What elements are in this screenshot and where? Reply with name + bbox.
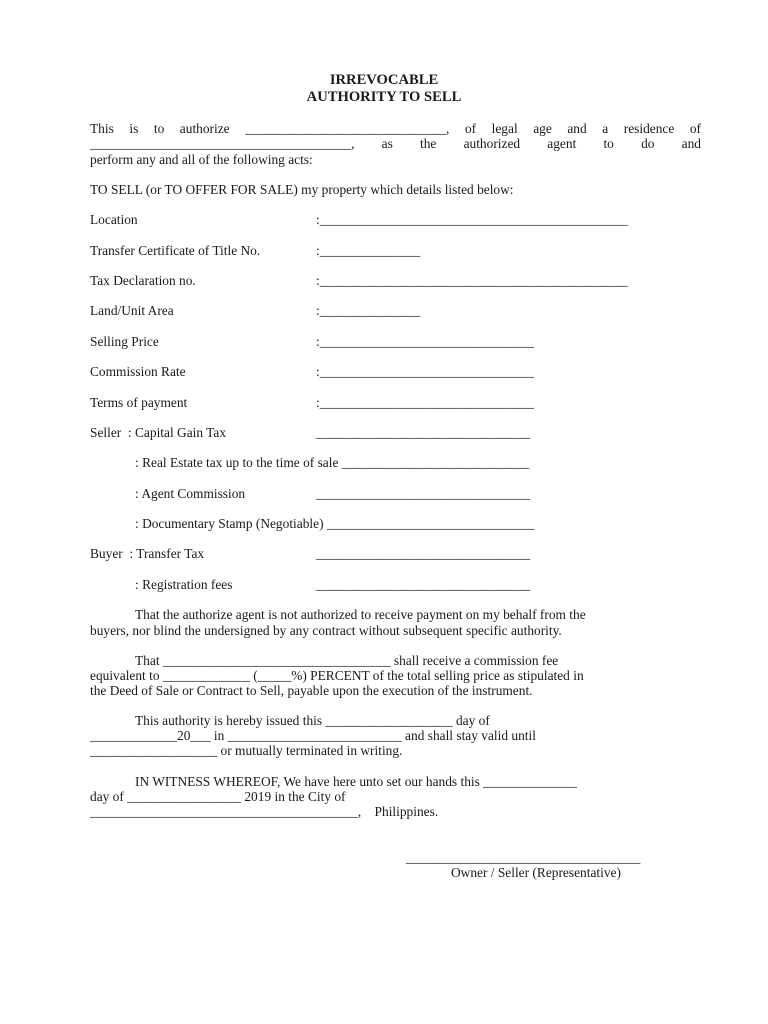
intro-line-1: This is to authorize ______________________________, of legal age and a residence of bbox=[90, 121, 701, 136]
field-value-location: :______________________________________________ bbox=[316, 212, 628, 227]
document-title-line2: AUTHORITY TO SELL bbox=[306, 89, 462, 105]
seller-capital-gain-value: ________________________________ bbox=[316, 425, 531, 440]
authority-paragraph-line-1: This authority is hereby issued this ___________________ day of bbox=[135, 713, 490, 728]
field-value-commission-rate: :________________________________ bbox=[316, 364, 534, 379]
agent-paragraph-line-2: buyers, nor blind the undersigned by any contract without subsequent specific authority. bbox=[90, 623, 562, 638]
seller-capital-gain-label: Seller : Capital Gain Tax bbox=[90, 425, 227, 440]
witness-paragraph-line-3: ________________________________________, Philippines. bbox=[90, 804, 439, 819]
buyer-transfer-tax-value: ________________________________ bbox=[316, 546, 531, 561]
seller-agent-commission-value: ________________________________ bbox=[316, 486, 531, 501]
signature-line: ___________________________________ bbox=[406, 850, 641, 865]
seller-documentary-stamp: : Documentary Stamp (Negotiable) _______________________________ bbox=[135, 516, 535, 531]
agent-paragraph-line-1: That the authorize agent is not authorized to receive payment on my behalf from the bbox=[135, 607, 586, 622]
witness-paragraph-line-1: IN WITNESS WHEREOF, We have here unto set our hands this ______________ bbox=[135, 774, 577, 789]
buyer-registration-fees-label: : Registration fees bbox=[135, 577, 233, 592]
field-label-land-area: Land/Unit Area bbox=[90, 303, 174, 318]
seller-real-estate-tax: : Real Estate tax up to the time of sale ____________________________ bbox=[135, 455, 530, 470]
field-value-terms-of-payment: :________________________________ bbox=[316, 395, 534, 410]
field-label-tct: Transfer Certificate of Title No. bbox=[90, 243, 261, 258]
intro-line-2: _______________________________________, as the authorized agent to do and bbox=[90, 136, 701, 151]
intro-line-3: perform any and all of the following acts: bbox=[90, 152, 313, 167]
field-label-commission-rate: Commission Rate bbox=[90, 364, 186, 379]
field-label-location: Location bbox=[90, 212, 138, 227]
witness-paragraph-line-2: day of _________________ 2019 in the City of bbox=[90, 789, 346, 804]
buyer-transfer-tax-label: Buyer : Transfer Tax bbox=[90, 546, 205, 561]
field-label-selling-price: Selling Price bbox=[90, 334, 159, 349]
to-sell-statement: TO SELL (or TO OFFER FOR SALE) my property which details listed below: bbox=[90, 182, 514, 197]
document-title-line1: IRREVOCABLE bbox=[329, 72, 439, 88]
field-value-land-area: :_______________ bbox=[316, 303, 421, 318]
commission-paragraph-line-3: the Deed of Sale or Contract to Sell, payable upon the execution of the instrument. bbox=[90, 683, 533, 698]
field-label-tax-declaration: Tax Declaration no. bbox=[90, 273, 196, 288]
field-label-terms-of-payment: Terms of payment bbox=[90, 395, 188, 410]
commission-paragraph-line-2: equivalent to _____________ (_____%) PERCENT of the total selling price as stipulated in bbox=[90, 668, 584, 683]
authority-paragraph-line-2: _____________20___ in __________________________ and shall stay valid until bbox=[90, 728, 536, 743]
commission-paragraph-line-1: That __________________________________ shall receive a commission fee bbox=[135, 653, 559, 668]
field-value-selling-price: :________________________________ bbox=[316, 334, 534, 349]
seller-agent-commission-label: : Agent Commission bbox=[135, 486, 246, 501]
buyer-registration-fees-value: ________________________________ bbox=[316, 577, 531, 592]
signature-caption: Owner / Seller (Representative) bbox=[451, 865, 621, 880]
field-value-tax-declaration: :______________________________________________ bbox=[316, 273, 628, 288]
authority-paragraph-line-3: ___________________ or mutually terminated in writing. bbox=[90, 743, 403, 758]
field-value-tct: :_______________ bbox=[316, 243, 421, 258]
